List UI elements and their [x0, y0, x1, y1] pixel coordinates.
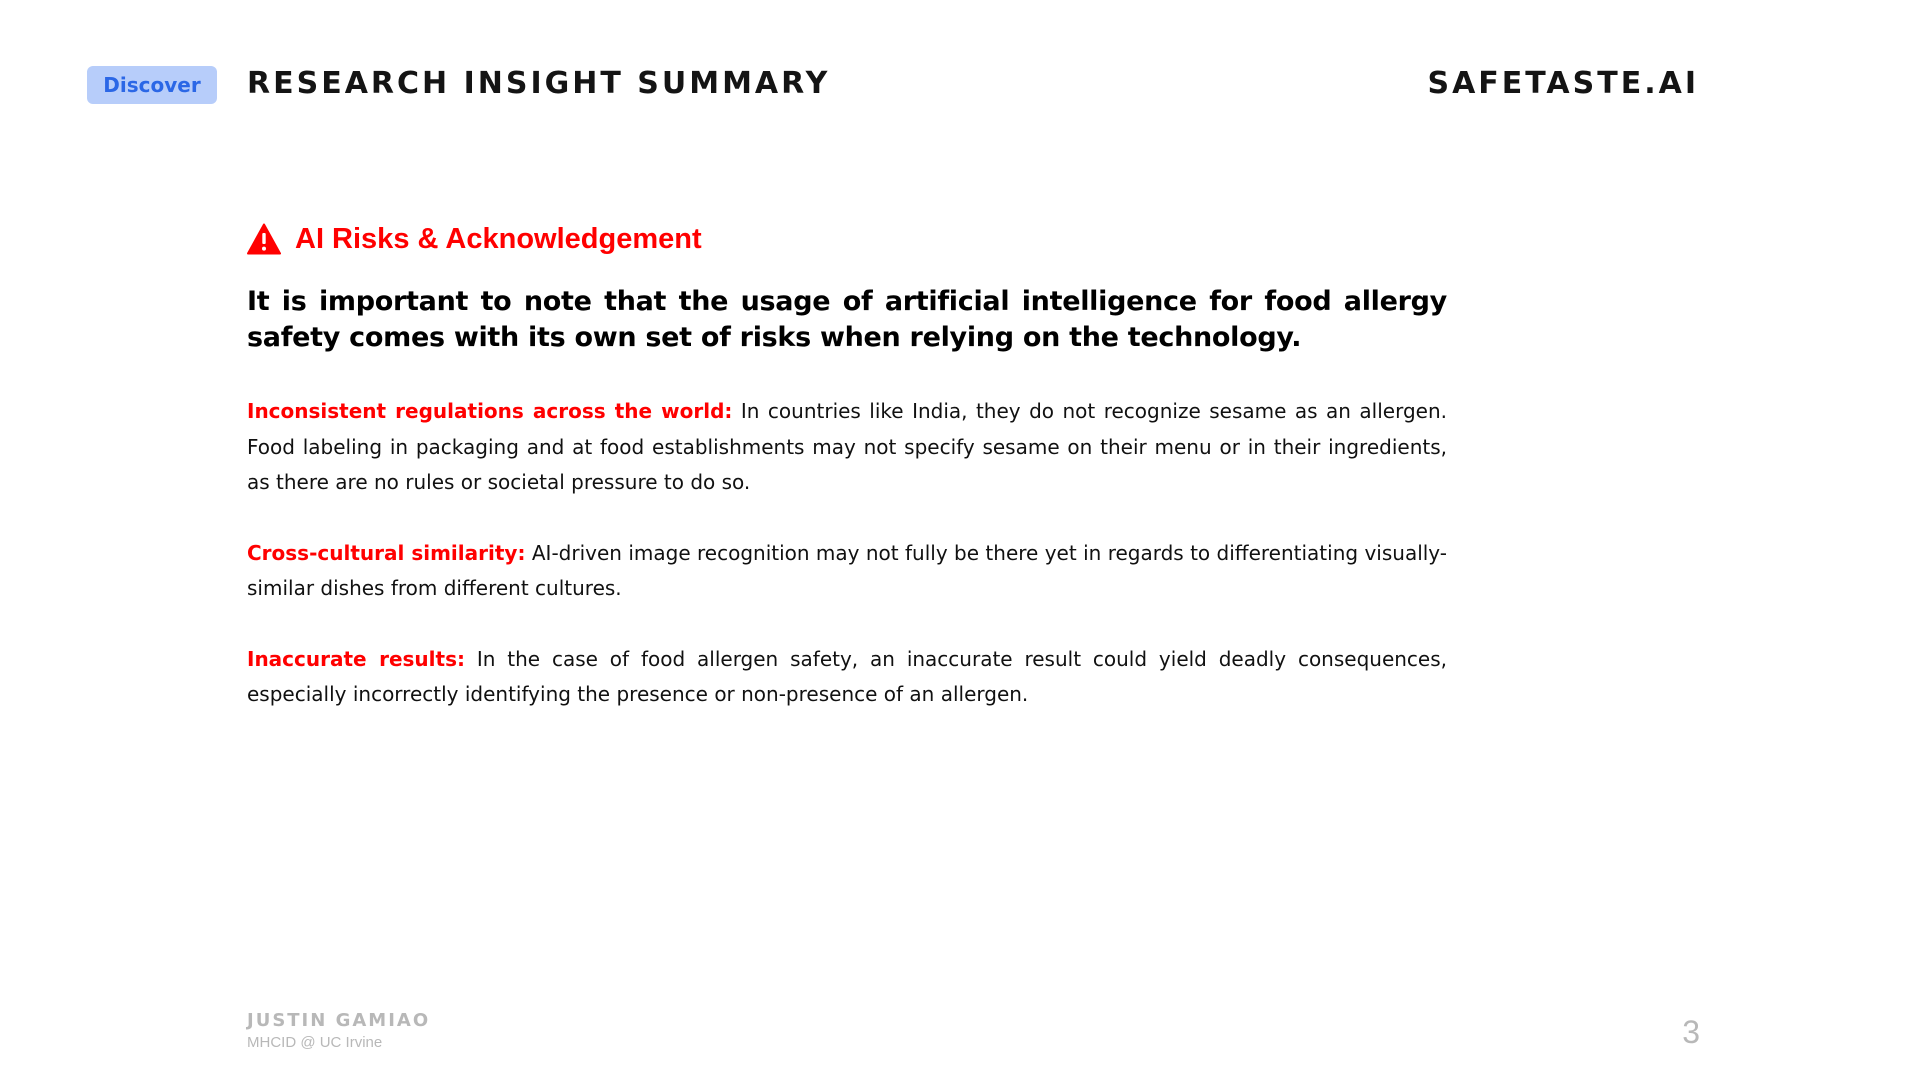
risk-point-cross-cultural	[247, 536, 1447, 607]
slide-header	[87, 64, 1699, 108]
risk-point-label: Cross-cultural similarity:	[247, 540, 526, 565]
warning-triangle-icon	[247, 223, 281, 255]
risks-heading: AI Risks & Acknowledgement	[295, 222, 702, 255]
lead-statement: It is important to note that the usage of artificial intelligence for food allergy safety comes with its own set of risks when relying on the technology.	[247, 286, 1447, 353]
risk-point-regulations	[247, 394, 1447, 501]
brand-name: SAFETASTE.AI	[1427, 66, 1699, 101]
risk-point-text: AI-driven image recognition may not fully be there yet in regards to differentiating visually-similar dishes from different cultures.	[247, 540, 1448, 600]
risk-point-label: Inconsistent regulations across the world:	[247, 399, 733, 423]
risk-point-text: In the case of food allergen safety, an inaccurate result could yield deadly consequences, especially incorrectly identifying the presence or non-presence of an allergen.	[247, 646, 1448, 706]
risks-heading-row	[247, 218, 1447, 260]
section-title: RESEARCH INSIGHT SUMMARY	[247, 66, 831, 101]
page-number: 3	[1682, 1014, 1700, 1050]
risk-point-inaccurate-results	[247, 642, 1447, 713]
discover-tag-badge: Discover	[87, 66, 217, 104]
footer-author: JUSTIN GAMIAO	[247, 1010, 431, 1031]
risk-point-text: In countries like India, they do not recognize sesame as an allergen. Food labeling in packaging and at food establishments may not specify sesame on their menu or in their ingredients, as there are no rules or societal pressure to do so.	[247, 399, 1447, 494]
footer-affiliation: MHCID @ UC Irvine	[247, 1034, 383, 1051]
risk-point-label: Inaccurate results:	[247, 646, 465, 671]
slide-content	[247, 218, 1447, 713]
